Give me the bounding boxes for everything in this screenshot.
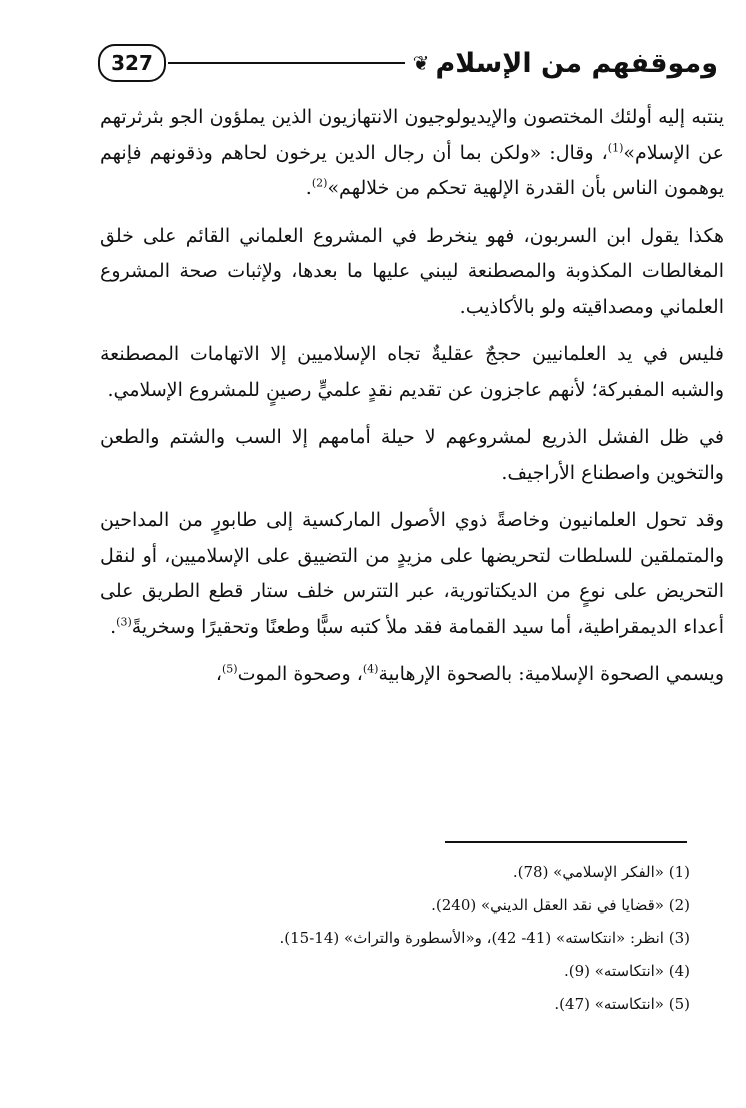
paragraph-2 xyxy=(100,219,724,326)
text-run: . xyxy=(305,177,312,199)
text-run: ينتبه إليه أولئك المختصون والإيديولوجيون الانتهازيون الذين يملؤون الجو بثرثرتهم عن الإسلام» xyxy=(100,106,724,164)
paragraph-1 xyxy=(100,100,724,207)
footnote-ref-2[interactable]: (2) xyxy=(311,176,328,190)
body-text xyxy=(100,100,724,705)
text-run: فليس في يد العلمانيين حججٌ عقليةٌ تجاه الإسلاميين إلا الاتهامات المصطنعة والشبه المفبركة؛ لأنهم عاجزون عن تقديم نقدٍ علميٍّ رصينٍ للمشروع الإسلامي. xyxy=(100,343,724,401)
paragraph-3 xyxy=(100,337,724,408)
footnote-1: (1) «الفكر الإسلامي» (78). xyxy=(512,863,690,881)
text-run: ، وقال: «ولكن بما أن رجال الدين يرخون لحاهم وذقونهم فإنهم يوهمون الناس بأن القدرة الإلهية تحكم من خلالهم» xyxy=(100,141,724,199)
footnote-ref-1[interactable]: (1) xyxy=(607,141,624,155)
footnotes xyxy=(150,856,690,1021)
running-title: وموقفهم من الإسلام xyxy=(435,47,718,79)
paragraph-4 xyxy=(100,420,724,491)
footnote-separator xyxy=(445,841,687,843)
page-header xyxy=(98,40,718,86)
text-run: هكذا يقول ابن السربون، فهو ينخرط في المشروع العلماني القائم على خلق المغالطات المكذوبة والمصطنعة ليبني عليها ما بعدها، ولإثبات صحة المشروع العلماني ومصداقيته ولو بالأكاذيب. xyxy=(100,224,724,318)
text-run: ويسمي الصحوة الإسلامية: بالصحوة الإرهابية xyxy=(378,663,724,685)
footnote-5: (5) «انتكاسته» (47). xyxy=(554,995,690,1013)
header-rule xyxy=(168,62,405,64)
paragraph-6 xyxy=(100,657,724,693)
text-run: في ظل الفشل الذريع لمشروعهم لا حيلة أمامهم إلا السب والشتم والطعن والتخوين واصطناع الأراجيف. xyxy=(100,426,724,484)
ornament-icon: ❦ xyxy=(412,51,430,75)
paragraph-5 xyxy=(100,503,724,645)
footnote-ref-5[interactable]: (5) xyxy=(221,662,238,676)
text-run: ، وصحوة الموت xyxy=(237,663,363,685)
footnote-3: (3) انظر: «انتكاسته» (41- 42)، و«الأسطورة والتراث» (14-15). xyxy=(279,929,690,947)
footnote-2: (2) «قضايا في نقد العقل الديني» (240). xyxy=(431,896,690,914)
text-run: وقد تحول العلمانيون وخاصةً ذوي الأصول الماركسية إلى طابورٍ من المداحين والمتملقين للسلطات لتحريضها على مزيدٍ من التضييق على الإسلاميين، أو لنقل التحريض على نوعٍ من الديكتاتورية، عبر التترس خلف ستار قطع الطريق على أعداء الديمقراطية، أما سيد القمامة فقد ملأ كتبه سبًّا وطعنًا وتحقيرًا وسخريةً xyxy=(100,509,724,638)
footnote-ref-3[interactable]: (3) xyxy=(116,615,132,629)
page-number: 327 xyxy=(98,44,166,82)
footnote-4: (4) «انتكاسته» (9). xyxy=(563,962,690,980)
footnote-ref-4[interactable]: (4) xyxy=(362,662,379,676)
text-run: ، xyxy=(215,663,222,685)
text-run: . xyxy=(110,615,117,638)
